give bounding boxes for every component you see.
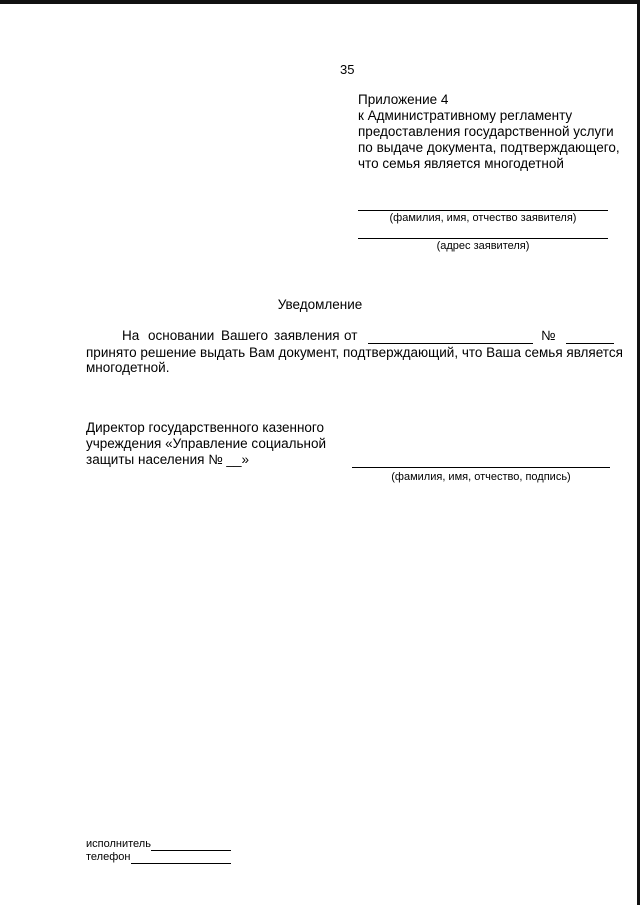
body-word: На: [122, 328, 140, 343]
body-word: основании: [148, 328, 215, 343]
executor-label: исполнитель: [86, 838, 151, 850]
applicant-name-caption: (фамилия, имя, отчество заявителя): [389, 212, 577, 224]
document-title: Уведомление: [277, 297, 363, 312]
director-line: Директор государственного казенного: [86, 420, 325, 435]
body-line-2: принято решение выдать Вам документ, подтверждающий, что Ваша семья является: [86, 345, 623, 360]
director-block: [86, 420, 326, 468]
applicant-name-line: [358, 210, 608, 211]
body-word: от: [344, 328, 358, 343]
appendix-line: предоставления государственной услуги: [358, 124, 614, 139]
application-number-line: [566, 343, 614, 344]
body-line-3: многодетной.: [86, 360, 170, 375]
body-word: Вашего: [221, 328, 268, 343]
executor-line: [151, 850, 231, 851]
page-number: 35: [340, 62, 355, 77]
phone-label: телефон: [86, 851, 131, 863]
applicant-address-line: [358, 238, 608, 239]
appendix-line: Приложение 4: [358, 92, 449, 107]
applicant-address-caption: (адрес заявителя): [436, 240, 530, 252]
phone-line: [131, 863, 231, 864]
application-date-line: [368, 343, 533, 344]
director-line: защиты населения № __»: [86, 452, 249, 467]
appendix-line: по выдаче документа, подтверждающего,: [358, 140, 620, 155]
signature-caption: (фамилия, имя, отчество, подпись): [391, 471, 571, 483]
scan-border-top: [0, 0, 640, 4]
appendix-block: [358, 92, 620, 172]
appendix-line: что семья является многодетной: [358, 156, 564, 171]
director-line: учреждения «Управление социальной: [86, 436, 327, 451]
body-word: заявления: [274, 328, 340, 343]
number-sign: №: [541, 328, 556, 343]
signature-line: [352, 467, 610, 468]
appendix-line: к Административному регламенту: [358, 108, 573, 123]
